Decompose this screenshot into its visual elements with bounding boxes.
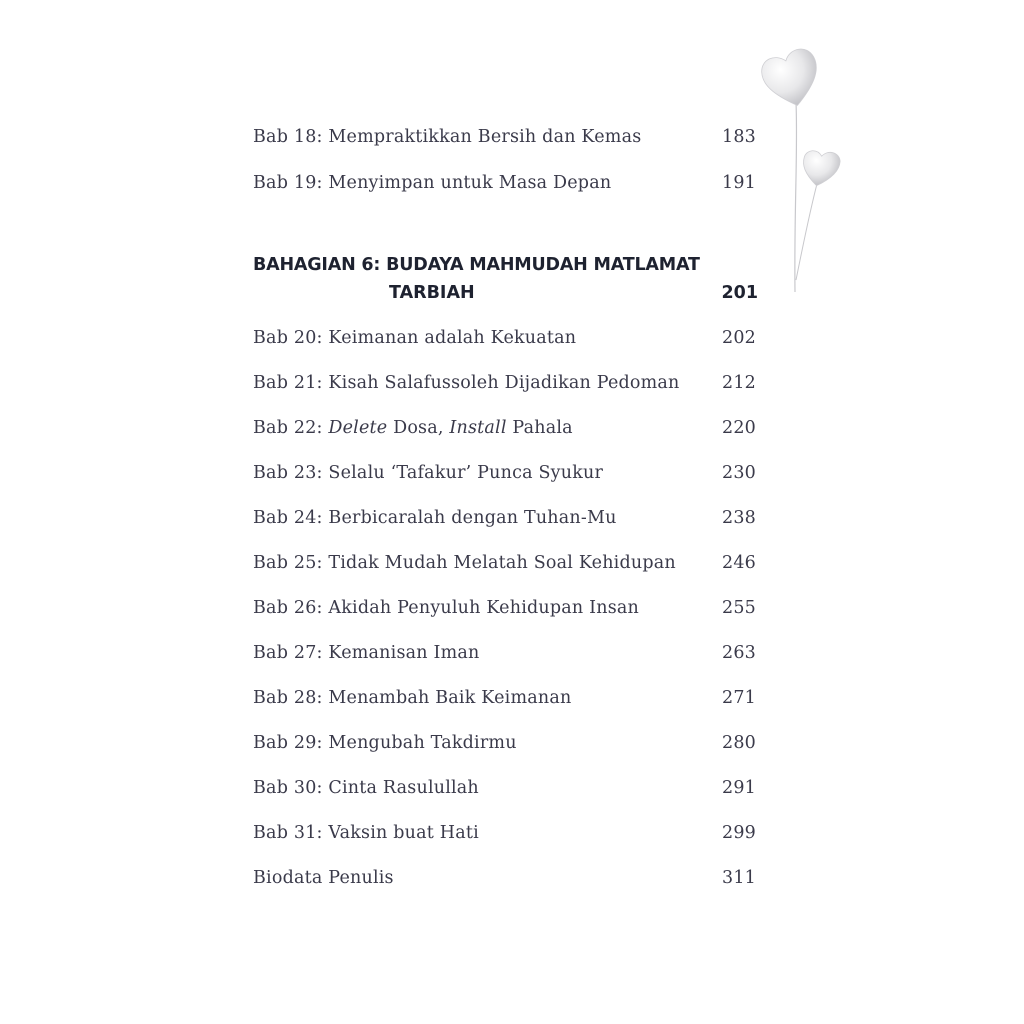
chapter-number: Bab 23: (253, 463, 329, 483)
chapter-title-text: Mengubah Takdirmu (328, 733, 517, 753)
toc-entry (253, 508, 756, 534)
chapter-number: Bab 29: (253, 733, 329, 753)
toc-entry (253, 643, 756, 669)
toc-entry (253, 868, 756, 894)
chapter-title-text: Dosa, (387, 418, 450, 438)
chapter-number: Bab 30: (253, 778, 329, 798)
toc-entry-title (253, 173, 611, 193)
toc-entry-title (253, 688, 571, 708)
toc-entry-title (253, 643, 480, 663)
page-number: 271 (721, 688, 756, 708)
toc-entry-title (253, 418, 573, 438)
heart-balloons-icon (740, 40, 860, 310)
chapter-title-text: Mempraktikkan Bersih dan Kemas (328, 127, 642, 147)
chapter-title-text: Cinta Rasulullah (328, 778, 479, 798)
toc-entry (253, 418, 756, 444)
chapter-title-text: Selalu ‘Tafakur’ Punca Syukur (328, 463, 604, 483)
chapter-number: Bab 28: (253, 688, 329, 708)
toc-entry (253, 778, 756, 804)
chapter-title-text: Kemanisan Iman (328, 643, 480, 663)
toc-entry-title (253, 778, 479, 798)
chapter-number: Bab 20: (253, 328, 329, 348)
part-heading-title-cont: TARBIAH (389, 283, 475, 303)
chapter-title-text: Menyimpan untuk Masa Depan (328, 173, 612, 193)
toc-entry-title (253, 823, 479, 843)
chapter-title-text: Keimanan adalah Kekuatan (328, 328, 577, 348)
page-number: 311 (721, 868, 756, 888)
page-number: 299 (721, 823, 756, 843)
chapter-title-text: Menambah Baik Keimanan (328, 688, 572, 708)
page-number: 263 (721, 643, 756, 663)
toc-entry-title (253, 733, 517, 753)
chapter-title-text: Install (449, 418, 507, 438)
toc-entry-title (253, 868, 394, 888)
toc-entry-title (253, 373, 680, 393)
toc-entry (253, 688, 756, 714)
page-number: 183 (721, 127, 756, 147)
toc-entry-title (253, 328, 576, 348)
page-number: 202 (721, 328, 756, 348)
page-number: 212 (721, 373, 756, 393)
page-number: 238 (721, 508, 756, 528)
toc-entry (253, 733, 756, 759)
toc-entry (253, 127, 756, 153)
toc-entry (253, 328, 756, 354)
chapter-title-text: Vaksin buat Hati (328, 823, 479, 843)
page-number: 255 (721, 598, 756, 618)
chapter-title-text: Tidak Mudah Melatah Soal Kehidupan (328, 553, 676, 573)
chapter-title-text: Delete (328, 418, 388, 438)
page-number: 191 (721, 173, 756, 193)
toc-entry (253, 463, 756, 489)
chapter-number: Bab 31: (253, 823, 329, 843)
chapter-title-text: Pahala (506, 418, 573, 438)
toc-entry-title (253, 463, 603, 483)
toc-entry-title (253, 508, 617, 528)
chapter-number: Bab 24: (253, 508, 329, 528)
chapter-number: Bab 26: (253, 598, 329, 618)
chapter-number: Bab 22: (253, 418, 329, 438)
toc-entry (253, 373, 756, 399)
toc-entry (253, 598, 756, 624)
page-number: 280 (721, 733, 756, 753)
chapter-number: Bab 25: (253, 553, 329, 573)
page-number: 291 (721, 778, 756, 798)
chapter-number: Bab 27: (253, 643, 329, 663)
toc-entry-title (253, 553, 676, 573)
toc-entry (253, 553, 756, 579)
part-heading-title: BAHAGIAN 6: BUDAYA MAHMUDAH MATLAMAT (253, 255, 700, 275)
part-page-number: 201 (721, 283, 758, 303)
chapter-number: Bab 21: (253, 373, 329, 393)
chapter-title-text: Berbicaralah dengan Tuhan-Mu (328, 508, 617, 528)
chapter-title-text: Akidah Penyuluh Kehidupan Insan (328, 598, 640, 618)
page-number: 220 (721, 418, 756, 438)
chapter-number: Bab 19: (253, 173, 329, 193)
chapter-title-text: Biodata Penulis (253, 868, 394, 888)
toc-entry (253, 173, 756, 199)
chapter-title-text: Kisah Salafussoleh Dijadikan Pedoman (328, 373, 680, 393)
page-number: 230 (721, 463, 756, 483)
chapter-number: Bab 18: (253, 127, 329, 147)
page-number: 246 (721, 553, 756, 573)
part-heading (253, 255, 758, 307)
toc-entry-title (253, 598, 639, 618)
toc-entry-title (253, 127, 641, 147)
toc-entry (253, 823, 756, 849)
